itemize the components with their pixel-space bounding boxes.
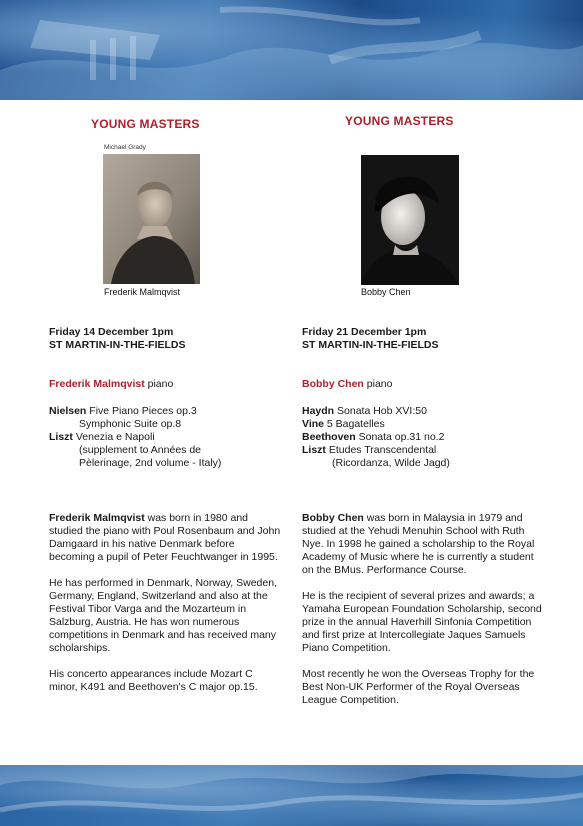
bio-lead-name: Frederik Malmqvist <box>49 512 145 524</box>
performer-line <box>49 378 173 390</box>
programme-item <box>49 457 221 470</box>
event-venue: ST MARTIN-IN-THE-FIELDS <box>49 339 186 351</box>
composer: Liszt <box>49 431 73 443</box>
work: (supplement to Années de <box>79 444 202 456</box>
performer-line <box>302 378 392 390</box>
performer-photo <box>361 155 459 285</box>
work: Symphonic Suite op.8 <box>79 418 182 430</box>
programme-item <box>302 418 450 431</box>
bio-paragraph <box>49 577 281 655</box>
work: Etudes Transcendental <box>328 444 437 456</box>
bio-lead-name: Bobby Chen <box>302 512 364 524</box>
event-venue: ST MARTIN-IN-THE-FIELDS <box>302 339 439 351</box>
series-title: YOUNG MASTERS <box>91 117 200 131</box>
footer-banner-image <box>0 765 583 826</box>
bio-text: was born in Malaysia in 1979 and studied at the Yehudi Menuhin School with Ruth Nye. In 1998 he gained a scholarship to the Royal Academy of Music where he is currently a student on the BMus. Performance Course. <box>302 512 535 576</box>
composer: Liszt <box>302 444 326 456</box>
programme-item <box>302 444 450 457</box>
bio-text: He has performed in Denmark, Norway, Sweden, Germany, England, Switzerland and also at the Festival Tibor Varga and the Mozarteum in Salzburg, Austria. He has won numerous competitions in Denmark and has received many scholarships. <box>49 577 277 654</box>
bio-paragraph <box>49 668 281 694</box>
programme-item <box>302 431 450 444</box>
programme-item <box>302 457 450 470</box>
photo-credit: Michael Grady <box>104 144 146 151</box>
composer: Haydn <box>302 405 335 417</box>
programme-item <box>49 431 221 444</box>
work: (Ricordanza, Wilde Jagd) <box>332 457 450 469</box>
bio-paragraph <box>302 512 542 577</box>
programme-list <box>49 405 221 470</box>
performer-name: Bobby Chen <box>302 378 364 390</box>
performer-instrument: piano <box>366 378 393 390</box>
bio-text: He is the recipient of several prizes and awards; a Yamaha European Foundation Scholarship, second prize in the annual Haverhill Sinfonia Competition and first prize at Intercollegiate Jaques Samuels Piano Competition. <box>302 590 542 654</box>
performer-biography <box>49 512 281 707</box>
composer: Vine <box>302 418 324 430</box>
programme-item <box>49 405 221 418</box>
event-date: Friday 21 December 1pm <box>302 326 427 338</box>
performer-photo <box>103 154 200 284</box>
bio-text: His concerto appearances include Mozart C minor, K491 and Beethoven's C major op.15. <box>49 668 258 693</box>
work: Sonata Hob XVI:50 <box>337 405 427 417</box>
programme-list <box>302 405 450 470</box>
performer-biography <box>302 512 542 720</box>
bio-paragraph <box>302 590 542 655</box>
performer-name: Frederik Malmqvist <box>49 378 145 390</box>
event-date: Friday 14 December 1pm <box>49 326 174 338</box>
photo-caption: Frederik Malmqvist <box>104 287 181 297</box>
programme-item <box>302 405 450 418</box>
bio-paragraph <box>49 512 281 564</box>
work: Venezia e Napoli <box>75 431 155 443</box>
series-title: YOUNG MASTERS <box>345 114 454 128</box>
programme-item <box>49 418 221 431</box>
work: Pèlerinage, 2nd volume - Italy) <box>79 457 222 469</box>
bio-text: was born in 1980 and studied the piano with Poul Rosenbaum and John Damgaard in his native Denmark before becoming a pupil of Peter Feuchtwanger in 1995. <box>49 512 281 563</box>
programme-item <box>49 444 221 457</box>
photo-caption: Bobby Chen <box>361 287 411 297</box>
bio-text: Most recently he won the Overseas Trophy for the Best Non-UK Performer of the Royal Overseas League Competition. <box>302 668 535 706</box>
header-banner-image <box>0 0 583 100</box>
work: 5 Bagatelles <box>326 418 385 430</box>
work: Five Piano Pieces op.3 <box>89 405 197 417</box>
composer: Beethoven <box>302 431 356 443</box>
composer: Nielsen <box>49 405 87 417</box>
performer-instrument: piano <box>147 378 174 390</box>
bio-paragraph <box>302 668 542 707</box>
work: Sonata op.31 no.2 <box>358 431 445 443</box>
